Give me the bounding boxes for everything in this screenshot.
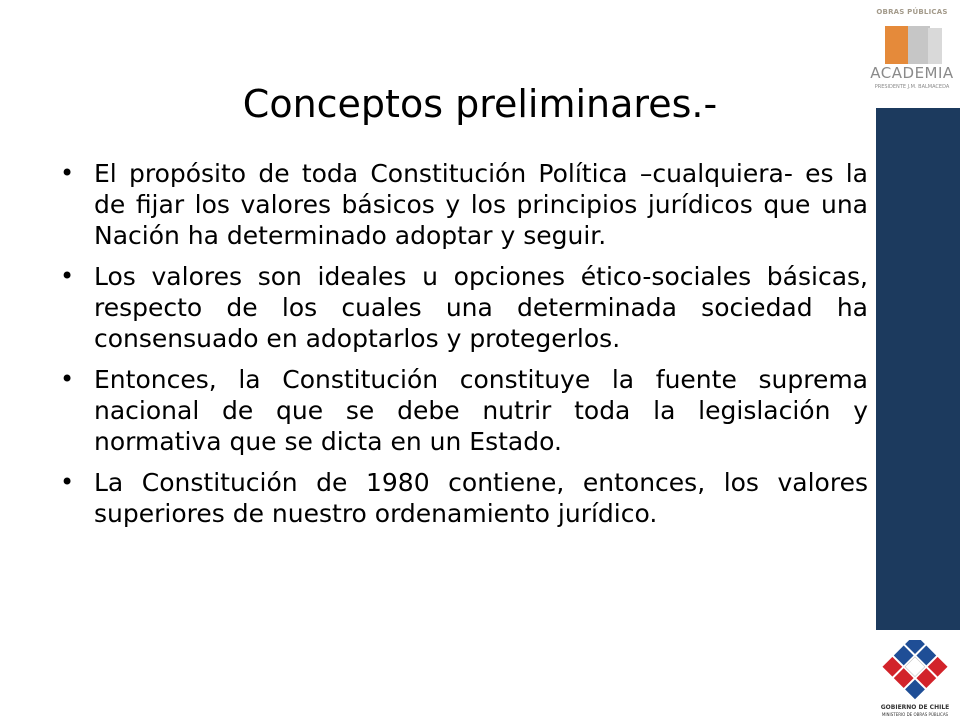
bullet-icon: • xyxy=(60,262,75,290)
academia-logo-subtitle: PRESIDENTE J.M. BALMACEDA xyxy=(874,84,950,90)
gobierno-ministry: MINISTERIO DE OBRAS PÚBLICAS xyxy=(881,712,949,717)
bullet-icon: • xyxy=(60,365,75,393)
academia-logo-light-grey-block xyxy=(928,28,942,64)
academia-logo-top-text: OBRAS PÚBLICAS xyxy=(876,8,948,16)
bullet-text: Los valores son ideales u opciones ético-sociales básicas, respecto de los cuales una determinada sociedad ha consensuado en adoptarlos y protegerlos. xyxy=(94,262,868,353)
bullet-item xyxy=(60,261,868,354)
gobierno-de-chile-logo xyxy=(872,640,958,718)
bullet-list xyxy=(60,158,868,539)
bullet-icon: • xyxy=(60,159,75,187)
gobierno-emblem-icon xyxy=(878,640,952,702)
bullet-item xyxy=(60,467,868,529)
bullet-icon: • xyxy=(60,468,75,496)
academia-logo-grey-block xyxy=(908,26,930,64)
bullet-item xyxy=(60,364,868,457)
bullet-text: Entonces, la Constitución constituye la fuente suprema nacional de que se debe nutrir toda la legislación y normativa que se dicta en un Estado. xyxy=(94,365,868,456)
academia-logo-brand: ACADEMIA xyxy=(870,64,954,82)
bullet-text: El propósito de toda Constitución Política –cualquiera- es la de fijar los valores básicos y los principios jurídicos que una Nación ha determinado adoptar y seguir. xyxy=(94,159,868,250)
side-band xyxy=(876,108,960,630)
bullet-item xyxy=(60,158,868,251)
gobierno-name: GOBIERNO DE CHILE xyxy=(880,704,950,711)
slide-title: Conceptos preliminares.- xyxy=(242,82,718,126)
bullet-text: La Constitución de 1980 contiene, entonces, los valores superiores de nuestro ordenamiento jurídico. xyxy=(94,468,868,528)
